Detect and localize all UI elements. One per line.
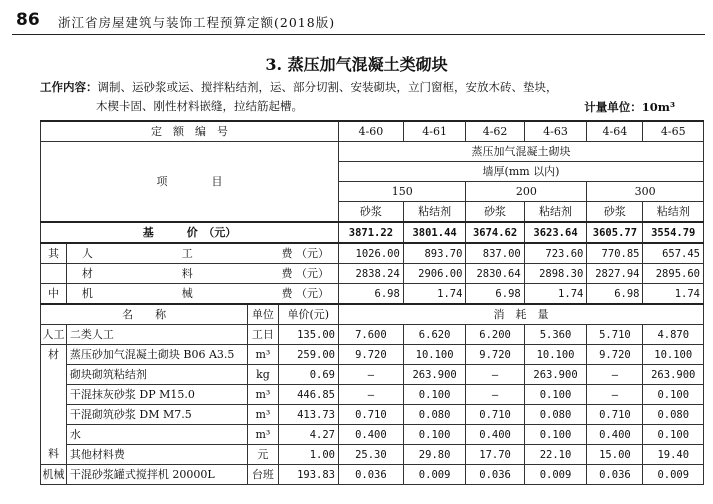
consume-row <box>41 385 704 405</box>
consume-value: — <box>466 385 524 405</box>
consume-row <box>41 405 704 425</box>
cost-cell: 1.74 <box>403 284 466 305</box>
consume-value: 9.720 <box>466 345 524 365</box>
cost-cell: 2898.30 <box>524 264 587 284</box>
code-cell: 4-65 <box>643 121 704 142</box>
cost-cell: 837.00 <box>466 243 524 264</box>
machine-group-label: 机械 <box>41 465 67 485</box>
cost-row-labor <box>41 243 704 264</box>
consume-value: 6.620 <box>403 325 466 345</box>
consume-value: 17.70 <box>466 445 524 465</box>
cost-cell: 6.98 <box>339 284 404 305</box>
code-cell: 4-61 <box>403 121 466 142</box>
consume-unit: m³ <box>248 425 278 445</box>
running-title: 浙江省房屋建筑与装饰工程预算定额(2018版) <box>58 15 336 30</box>
consume-value: 0.710 <box>339 405 404 425</box>
consume-value: — <box>587 385 643 405</box>
consume-value: 0.400 <box>466 425 524 445</box>
section-title: 3. 蒸压加气混凝土类砌块 <box>265 55 448 74</box>
material-group-label-top: 材 <box>41 345 67 365</box>
code-cell: 4-64 <box>587 121 643 142</box>
consume-row <box>41 345 704 365</box>
consume-row <box>41 325 704 345</box>
consume-value: 0.036 <box>339 465 404 485</box>
consume-value: 0.710 <box>587 405 643 425</box>
thickness-cell: 300 <box>587 182 704 202</box>
consume-value: 0.100 <box>403 425 466 445</box>
cost-name: 机 械 费 （元） <box>66 284 338 305</box>
cost-cell: 1.74 <box>524 284 587 305</box>
base-price-cell: 3801.44 <box>403 222 466 243</box>
consume-price: 0.69 <box>278 365 338 385</box>
consume-value: 4.870 <box>643 325 704 345</box>
item-label: 项 目 <box>41 142 339 223</box>
cost-group-label-top: 其 <box>41 243 67 264</box>
consume-name: 干混抹灰砂浆 DP M15.0 <box>66 385 247 405</box>
consume-value: 10.100 <box>524 345 587 365</box>
consume-unit: m³ <box>248 345 278 365</box>
consume-value: 0.080 <box>524 405 587 425</box>
consume-value: 9.720 <box>339 345 404 365</box>
consume-row <box>41 365 704 385</box>
work-content-label: 工作内容： <box>40 80 98 94</box>
cost-row-material <box>41 264 704 284</box>
consume-value: 25.30 <box>339 445 404 465</box>
consume-value: 0.009 <box>524 465 587 485</box>
work-content-text-2: 木楔卡固、刚性材料嵌缝，拉结筋起槽。 <box>96 99 303 113</box>
consume-value: 0.036 <box>587 465 643 485</box>
cost-cell: 2830.64 <box>466 264 524 284</box>
mortar-type-cell: 粘结剂 <box>643 202 704 223</box>
product-name: 蒸压加气混凝土砌块 <box>339 142 704 162</box>
consumption-header: 消 耗 量 <box>339 304 704 325</box>
page-number: 86 <box>16 10 40 30</box>
consume-value: 0.100 <box>643 425 704 445</box>
cost-cell: 2838.24 <box>339 264 404 284</box>
quota-table <box>40 120 704 485</box>
work-content-line-2 <box>96 98 303 114</box>
cost-cell: 2895.60 <box>643 264 704 284</box>
consume-name: 二类人工 <box>66 325 247 345</box>
consume-value: 7.600 <box>339 325 404 345</box>
consume-header-row <box>41 304 704 325</box>
consume-price: 413.73 <box>278 405 338 425</box>
base-price-cell: 3674.62 <box>466 222 524 243</box>
consume-value: 19.40 <box>643 445 704 465</box>
consume-value: 22.10 <box>524 445 587 465</box>
consume-value: 263.900 <box>524 365 587 385</box>
running-header <box>12 8 705 35</box>
cost-group-label-bottom: 中 <box>41 284 67 305</box>
measurement-unit: 计量单位：10m³ <box>584 100 675 114</box>
cost-name: 材 料 费 （元） <box>66 264 338 284</box>
consume-value: 0.080 <box>403 405 466 425</box>
consume-value: 0.036 <box>466 465 524 485</box>
cost-cell: 770.85 <box>587 243 643 264</box>
quota-code-row <box>41 121 704 142</box>
material-group-label-bottom: 料 <box>41 445 67 465</box>
consume-value: 0.400 <box>587 425 643 445</box>
consume-name: 干混砌筑砂浆 DM M7.5 <box>66 405 247 425</box>
consume-value: 0.400 <box>339 425 404 445</box>
consume-value: 15.00 <box>587 445 643 465</box>
cost-cell: 2827.94 <box>587 264 643 284</box>
cost-cell: 893.70 <box>403 243 466 264</box>
consume-value: — <box>587 365 643 385</box>
consume-value: 9.720 <box>587 345 643 365</box>
consume-value: 263.900 <box>643 365 704 385</box>
base-price-row <box>41 222 704 243</box>
base-price-label: 基 价 （元） <box>41 222 339 243</box>
mortar-type-cell: 粘结剂 <box>524 202 587 223</box>
base-price-cell: 3605.77 <box>587 222 643 243</box>
labor-group-label: 人工 <box>41 325 67 345</box>
consume-value: 0.080 <box>643 405 704 425</box>
mortar-type-cell: 砂浆 <box>339 202 404 223</box>
consume-value: 5.360 <box>524 325 587 345</box>
consume-price: 193.83 <box>278 465 338 485</box>
consume-value: 0.100 <box>524 385 587 405</box>
consume-value: 263.900 <box>403 365 466 385</box>
consume-value: 0.100 <box>524 425 587 445</box>
consume-value: 0.009 <box>403 465 466 485</box>
cost-cell: 1.74 <box>643 284 704 305</box>
consume-price: 446.85 <box>278 385 338 405</box>
product-row <box>41 142 704 162</box>
consume-value: — <box>466 365 524 385</box>
consume-name: 水 <box>66 425 247 445</box>
cost-cell: 723.60 <box>524 243 587 264</box>
wall-thickness-label: 墙厚(mm 以内) <box>339 162 704 182</box>
consume-name: 其他材料费 <box>66 445 247 465</box>
consume-unit: 元 <box>248 445 278 465</box>
thickness-cell: 150 <box>339 182 466 202</box>
work-content-line-1 <box>40 79 558 95</box>
mortar-type-cell: 砂浆 <box>587 202 643 223</box>
cost-cell: 657.45 <box>643 243 704 264</box>
cost-row-machine <box>41 284 704 305</box>
mortar-type-cell: 砂浆 <box>466 202 524 223</box>
consume-row <box>41 445 704 465</box>
base-price-cell: 3871.22 <box>339 222 404 243</box>
work-content-text-1: 调制、运砂浆或运、搅拌粘结剂，运、部分切割、安装砌块，立门窗框，安放木砖、垫块， <box>97 80 558 94</box>
cost-name: 人 工 费 （元） <box>66 243 338 264</box>
consume-price-header: 单价(元) <box>278 304 338 325</box>
consume-price: 135.00 <box>278 325 338 345</box>
consume-unit: m³ <box>248 385 278 405</box>
consume-unit: kg <box>248 365 278 385</box>
consume-unit: 工日 <box>248 325 278 345</box>
consume-price: 259.00 <box>278 345 338 365</box>
cost-cell: 2906.00 <box>403 264 466 284</box>
mortar-type-cell: 粘结剂 <box>403 202 466 223</box>
consume-value: 10.100 <box>643 345 704 365</box>
consume-name-header: 名 称 <box>41 304 248 325</box>
consume-value: — <box>339 385 404 405</box>
consume-value: — <box>339 365 404 385</box>
consume-value: 0.100 <box>403 385 466 405</box>
cost-cell: 1026.00 <box>339 243 404 264</box>
consume-price: 1.00 <box>278 445 338 465</box>
code-cell: 4-62 <box>466 121 524 142</box>
thickness-cell: 200 <box>466 182 587 202</box>
quota-label: 定 额 编 号 <box>41 121 339 142</box>
consume-unit: 台班 <box>248 465 278 485</box>
code-cell: 4-60 <box>339 121 404 142</box>
code-cell: 4-63 <box>524 121 587 142</box>
consume-value: 0.009 <box>643 465 704 485</box>
consume-value: 29.80 <box>403 445 466 465</box>
base-price-cell: 3623.64 <box>524 222 587 243</box>
consume-name: 干混砂浆罐式搅拌机 20000L <box>66 465 247 485</box>
consume-unit-header: 单位 <box>248 304 278 325</box>
consume-row <box>41 465 704 485</box>
consume-value: 6.200 <box>466 325 524 345</box>
cost-cell: 6.98 <box>587 284 643 305</box>
consume-value: 10.100 <box>403 345 466 365</box>
consume-value: 5.710 <box>587 325 643 345</box>
base-price-cell: 3554.79 <box>643 222 704 243</box>
cost-cell: 6.98 <box>466 284 524 305</box>
consume-price: 4.27 <box>278 425 338 445</box>
consume-value: 0.710 <box>466 405 524 425</box>
consume-name: 蒸压砂加气混凝土砌块 B06 A3.5 <box>66 345 247 365</box>
consume-name: 砌块砌筑粘结剂 <box>66 365 247 385</box>
consume-value: 0.100 <box>643 385 704 405</box>
consume-row <box>41 425 704 445</box>
consume-unit: m³ <box>248 405 278 425</box>
